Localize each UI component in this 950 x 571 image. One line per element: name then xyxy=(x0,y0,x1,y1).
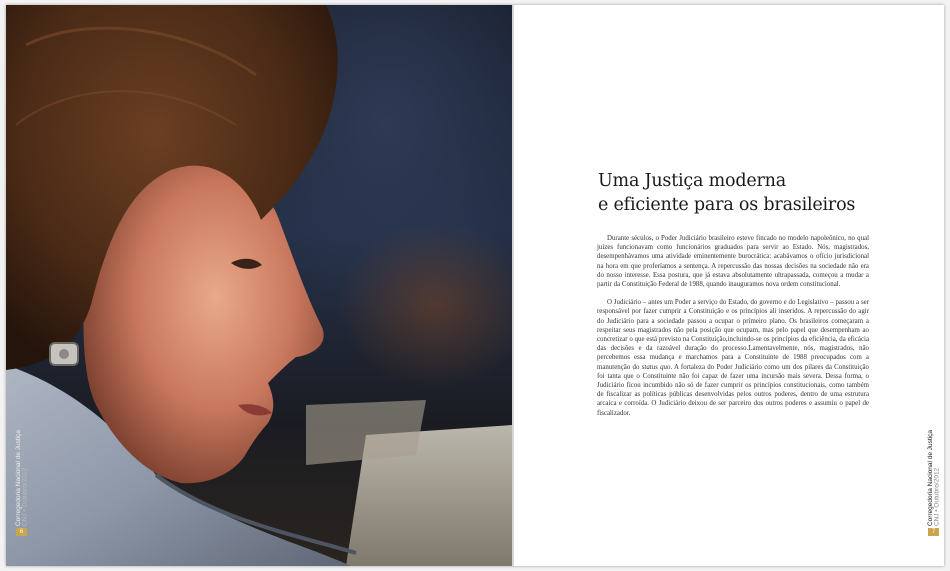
right-folio-line2: CNJ • Outubro/2012 xyxy=(933,467,941,526)
right-page-number: 7 xyxy=(928,528,939,536)
article-body xyxy=(597,234,869,427)
left-folio-line2: CNJ • Outubro/2012 xyxy=(21,467,29,526)
left-folio-text xyxy=(16,430,29,526)
right-page-folio xyxy=(927,429,941,536)
article-title xyxy=(598,169,918,217)
title-line1: Uma Justiça moderna xyxy=(598,171,786,191)
right-folio-text xyxy=(928,430,941,526)
paragraph-1: Durante séculos, o Poder Judiciário brasileiro esteve fincado no modelo napoleônico, no qual juízes funcionavam como funcionários graduados para servir ao Estado. Nós, magistrados, desempenhávamos uma atividade eminentemente burocrática: acabávamos o ofício jurisdicional na hora em que proferíamos a sentença. A repercussão das nossas decisões na sociedade não era do nosso interesse. Essa postura, que já estava absolutamente ultrapassada, começou a mudar a partir da Constituição Federal de 1988, quando inauguramos nova ordem constitucional. xyxy=(597,235,869,289)
left-page-number: 6 xyxy=(16,528,27,536)
magazine-spread xyxy=(6,5,944,566)
title-line2: e eficiente para os brasileiros xyxy=(598,195,856,215)
paragraph-2-part-b: . A fortaleza do Poder Judiciário como um dos pilares da Constituição foi tanta que o Constituinte não foi capaz de fazer uma incursão mais severa. Dessa forma, o Judiciário ficou incumbido não só de fazer cumprir os princípios constitucionais, como também de fiscalizar as políticas públicas desenvolvidas pelos outros poderes, dentro de uma estrutura arcaica e corroída. O Judiciário deixou de ser parceiro dos outros poderes e assumiu o papel de fiscalizador. xyxy=(597,363,870,417)
paragraph-2-part-a: O Judiciário – antes um Poder a serviço do Estado, do governo e do Legislativo – passou a ser responsável por fazer cumprir a Constituição e os princípios ali inseridos. A repercussão do agir do Judiciário para a sociedade passou a ocupar o primeiro plano. Os brasileiros começaram a respeitar seus magistrados não pela posição que ocupam, mas pelo papel que desempenham ao concretizar o que está previsto na Constituição,incluindo-se os princípios da eficiência, da eficácia das decisões e da razoável duração do processo.Lamentavelmente, nós, magistrados, não percebemos essa mudança e marchamos para a Constituinte de 1988 preocupados com a manutenção do xyxy=(597,299,869,371)
right-folio-line1: Corregedoria Nacional de Justiça xyxy=(927,429,934,526)
left-page-folio xyxy=(15,429,29,536)
paragraph-2-italic: status quo xyxy=(641,363,671,371)
paragraph-2 xyxy=(597,298,869,418)
portrait-illustration xyxy=(6,5,512,566)
right-page xyxy=(514,5,944,566)
left-folio-line1: Corregedoria Nacional de Justiça xyxy=(15,429,22,526)
portrait-photo xyxy=(6,5,512,566)
